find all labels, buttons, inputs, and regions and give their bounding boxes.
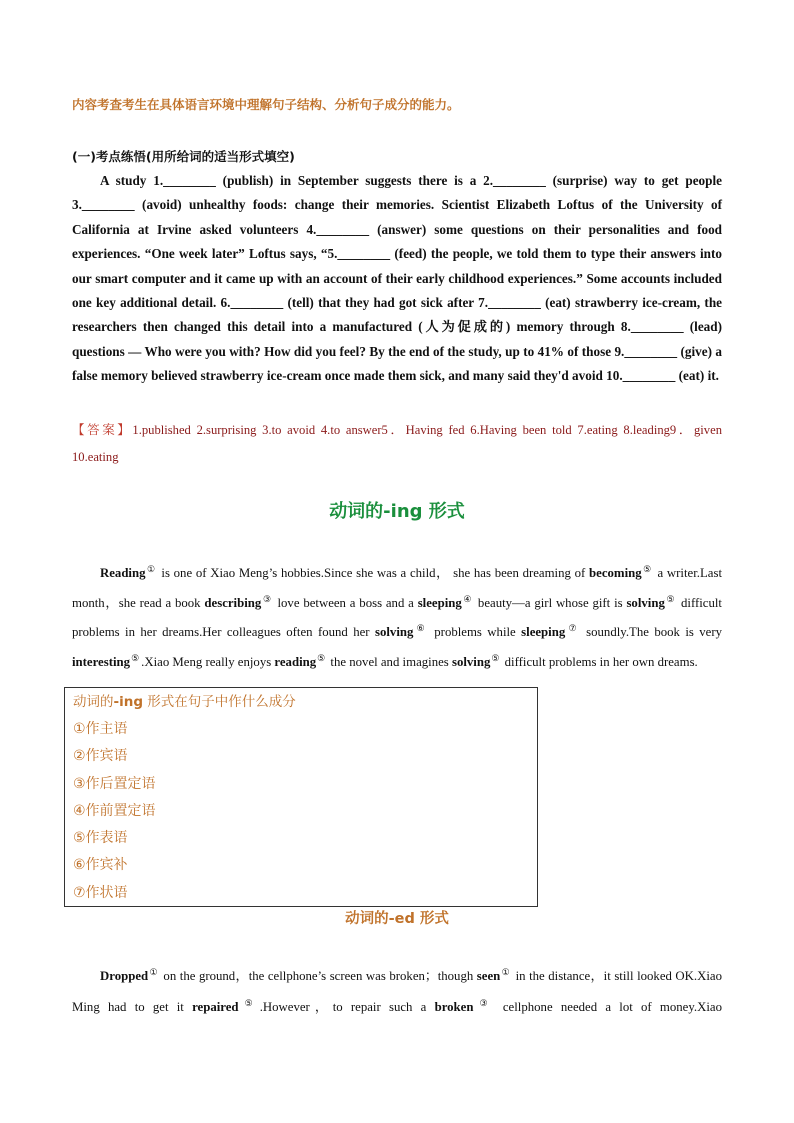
- paragraph-text: on the ground，the cellphone’s screen was broken；though: [159, 969, 477, 983]
- box-title-bold: -ing: [113, 694, 144, 710]
- highlighted-verb: reading: [274, 654, 317, 669]
- exercise-heading: (一)考点练悟(用所给词的适当形式填空): [72, 149, 295, 164]
- intro-text: 内容考查考生在具体语言环境中理解句子结构、分析句子成分的能力。: [72, 97, 460, 112]
- highlighted-verb: solving: [451, 654, 491, 669]
- paragraph-text: is one of Xiao Meng’s hobbies.Since she was a child， she has been dreaming of: [157, 566, 590, 580]
- function-item: ⑥作宾补: [73, 857, 128, 874]
- paragraph-text: a writer.Last month，she read a book: [72, 566, 722, 610]
- ed-example-paragraph: [72, 959, 722, 1021]
- function-list: [73, 716, 156, 907]
- ing-function-box: [64, 687, 538, 907]
- highlighted-verb: sleeping: [521, 625, 566, 640]
- paragraph-text: in the distance，it still looked OK.Xiao Ming had to get it: [72, 969, 722, 1014]
- function-marker: ⑤: [317, 652, 326, 663]
- function-marker: ③: [262, 593, 272, 604]
- paragraph-text: the novel and imagines: [327, 654, 452, 669]
- function-marker: ③: [474, 998, 493, 1008]
- function-item: ④作前置定语: [73, 802, 156, 819]
- answer-list: 1.published 2.surprising 3.to avoid 4.to answer5．Having fed 6.Having been told 7.eating 8.leading9．given 10.eating: [72, 423, 722, 464]
- function-marker: ⑤: [665, 593, 676, 604]
- function-item: ①作主语: [73, 721, 128, 737]
- highlighted-verb: becoming: [589, 566, 642, 580]
- function-marker: ①: [149, 967, 158, 977]
- highlighted-verb: Reading: [100, 566, 146, 580]
- paragraph-text: .However，to repair such a: [259, 1000, 435, 1014]
- function-marker: ⑤: [491, 652, 500, 663]
- ed-section-title: 动词的-ed 形式: [345, 911, 449, 927]
- box-title-post: 形式在句子中作什么成分: [143, 694, 296, 710]
- box-title: [73, 690, 296, 710]
- function-item: ⑤作表语: [73, 830, 128, 847]
- highlighted-verb: solving: [374, 625, 414, 640]
- highlighted-verb: repaired: [192, 1000, 239, 1014]
- paragraph-text: difficult problems in her own dreams.: [501, 654, 698, 669]
- paragraph-text: cellphone needed a lot of money.Xiao: [494, 1000, 722, 1014]
- function-item: ③作后置定语: [73, 775, 156, 792]
- function-marker: ⑥: [414, 623, 427, 634]
- answer-tag: 【答案】: [72, 422, 133, 437]
- ing-example-paragraph: [72, 557, 722, 675]
- ing-section-title: 动词的-ing 形式: [329, 501, 465, 522]
- paragraph-text: difficult problems in her dreams.Her colleagues often found her: [72, 595, 722, 640]
- paragraph-text: soundly.The book is very: [580, 625, 723, 640]
- box-title-pre: 动词的: [73, 694, 114, 710]
- function-marker: ①: [146, 564, 156, 574]
- function-marker: ⑤: [131, 652, 140, 663]
- function-marker: ①: [501, 967, 511, 977]
- paragraph-text: .Xiao Meng really enjoys: [141, 654, 275, 669]
- exercise-passage: [72, 169, 722, 389]
- highlighted-verb: broken: [434, 1000, 474, 1014]
- paragraph-text: beauty—a girl whose gift is: [474, 595, 627, 610]
- function-marker: ⑦: [566, 623, 579, 634]
- highlighted-verb: describing: [204, 595, 262, 610]
- function-item: ⑦作状语: [73, 884, 128, 901]
- passage-text: A study 1.________ (publish) in September suggests there is a 2.________ (surprise) way to get people 3.________ (avoid) unhealthy foods: change their memories. Scientist Elizabeth Loftus of the University of California at Irvine asked volunteers 4.________ (answer) some questions on their personalities and food experiences. “One week later” Loftus says, “5.________ (feed) the people, we told them to type their answers into our smart computer and it came up with an account of their early childhood experiences.” Some accounts included one key additional detail. 6.________ (tell) that they had got sick after 7.________ (eat) strawberry ice-cream, the researchers then changed this detail into a manufactured (人为促成的) memory through 8.________ (lead) questions — Who were you with? How did you feel? By the end of the study, up to 41% of those 9.________ (give) a false memory believed strawberry ice-cream once made them sick, and many said they'd avoid 10.________ (eat) it.: [72, 173, 722, 384]
- highlighted-verb: sleeping: [417, 595, 462, 610]
- function-marker: ④: [462, 593, 473, 604]
- function-item: ②作宾语: [73, 748, 128, 765]
- highlighted-verb: Dropped: [100, 969, 149, 983]
- highlighted-verb: solving: [626, 595, 665, 610]
- paragraph-text: problems while: [428, 625, 522, 640]
- highlighted-verb: interesting: [72, 654, 131, 669]
- highlighted-verb: seen: [476, 969, 501, 983]
- function-marker: ⑤: [239, 998, 258, 1008]
- paragraph-text: love between a boss and a: [273, 595, 418, 610]
- function-marker: ⑤: [642, 564, 652, 574]
- answer-block: [72, 416, 722, 471]
